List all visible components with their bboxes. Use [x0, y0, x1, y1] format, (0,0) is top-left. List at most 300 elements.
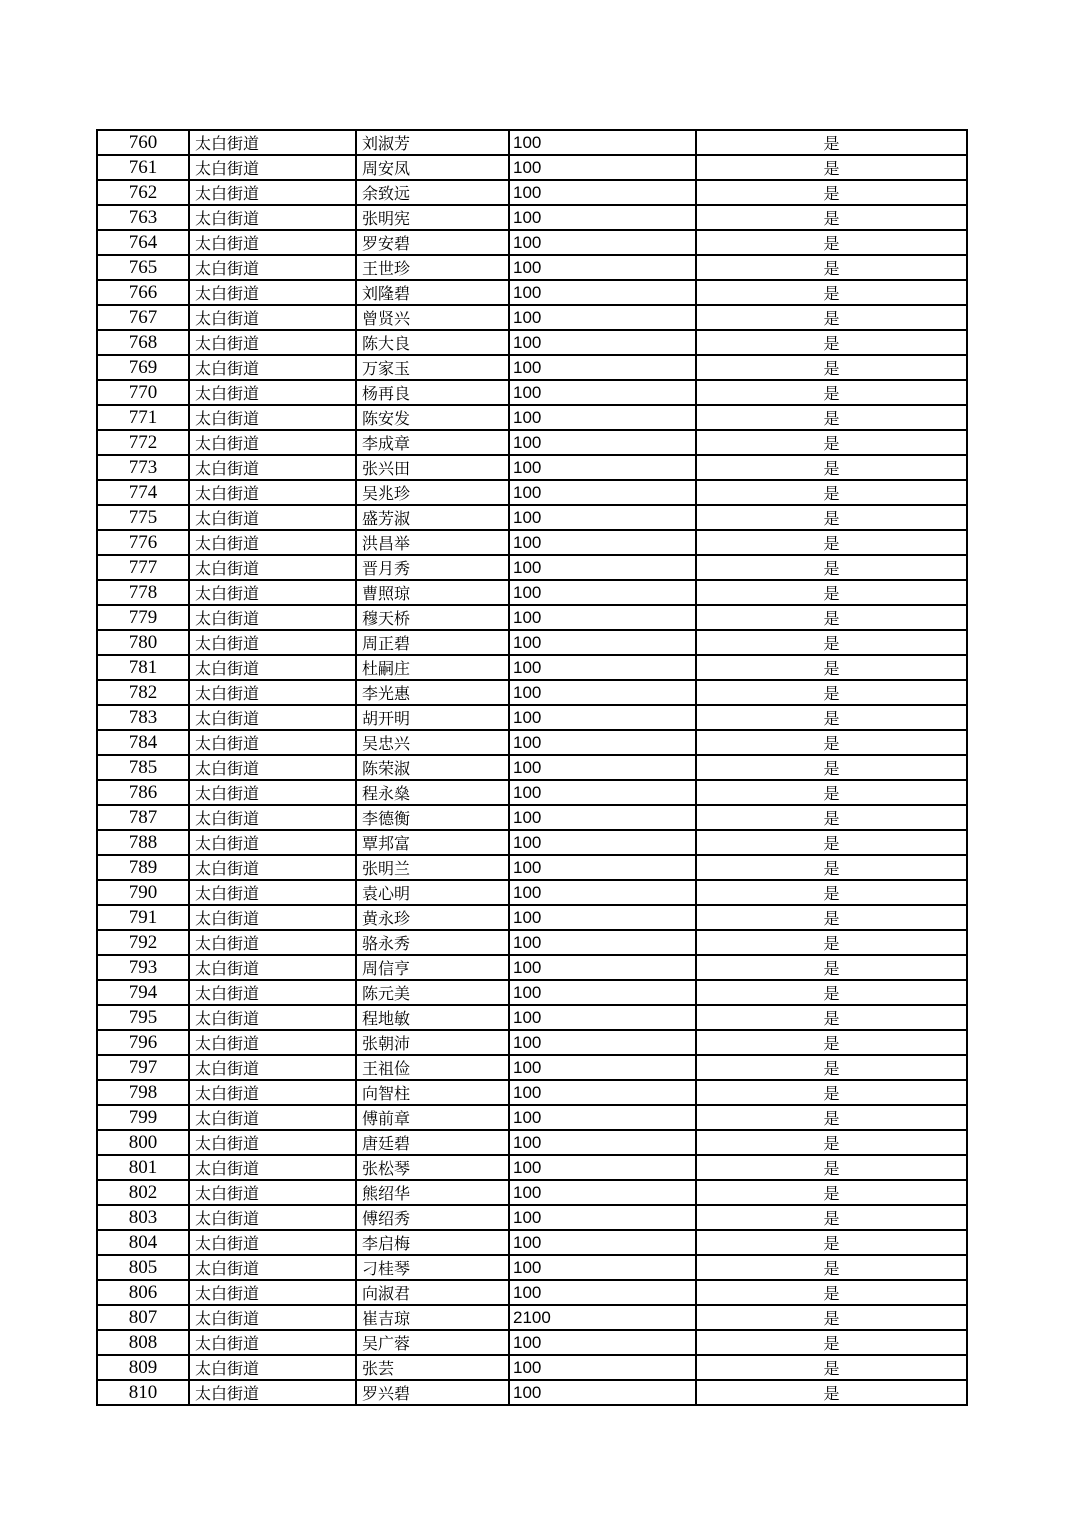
row-number-cell: 763 [97, 205, 189, 230]
row-number-cell: 780 [97, 630, 189, 655]
row-number-cell: 800 [97, 1130, 189, 1155]
row-number-cell: 809 [97, 1355, 189, 1380]
row-number-cell: 807 [97, 1305, 189, 1330]
confirmed-flag-cell: 是 [696, 380, 967, 405]
amount-cell: 100 [509, 530, 696, 555]
row-number-cell: 793 [97, 955, 189, 980]
amount-cell: 100 [509, 405, 696, 430]
confirmed-flag-cell: 是 [696, 1155, 967, 1180]
row-number-cell: 799 [97, 1105, 189, 1130]
confirmed-flag-cell: 是 [696, 130, 967, 155]
table-row [97, 1230, 967, 1255]
subdistrict-cell: 太白街道 [189, 1180, 356, 1205]
row-number-cell: 769 [97, 355, 189, 380]
amount-cell: 100 [509, 1230, 696, 1255]
confirmed-flag-cell: 是 [696, 505, 967, 530]
person-name-cell: 洪昌举 [356, 530, 509, 555]
person-name-cell: 刘淑芳 [356, 130, 509, 155]
amount-cell: 100 [509, 805, 696, 830]
confirmed-flag-cell: 是 [696, 1305, 967, 1330]
subdistrict-cell: 太白街道 [189, 130, 356, 155]
confirmed-flag-cell: 是 [696, 1180, 967, 1205]
subdistrict-cell: 太白街道 [189, 630, 356, 655]
amount-cell: 100 [509, 780, 696, 805]
amount-cell: 100 [509, 1130, 696, 1155]
table-row [97, 805, 967, 830]
person-name-cell: 罗兴碧 [356, 1380, 509, 1405]
table-row [97, 405, 967, 430]
subdistrict-cell: 太白街道 [189, 1155, 356, 1180]
table-row [97, 680, 967, 705]
confirmed-flag-cell: 是 [696, 430, 967, 455]
person-name-cell: 骆永秀 [356, 930, 509, 955]
confirmed-flag-cell: 是 [696, 1380, 967, 1405]
row-number-cell: 766 [97, 280, 189, 305]
subdistrict-cell: 太白街道 [189, 180, 356, 205]
confirmed-flag-cell: 是 [696, 655, 967, 680]
subdistrict-cell: 太白街道 [189, 1255, 356, 1280]
table-row [97, 1080, 967, 1105]
row-number-cell: 768 [97, 330, 189, 355]
amount-cell: 100 [509, 1080, 696, 1105]
person-name-cell: 李德衡 [356, 805, 509, 830]
table-row [97, 130, 967, 155]
row-number-cell: 760 [97, 130, 189, 155]
amount-cell: 100 [509, 480, 696, 505]
amount-cell: 100 [509, 430, 696, 455]
subdistrict-cell: 太白街道 [189, 705, 356, 730]
table-row [97, 1105, 967, 1130]
amount-cell: 100 [509, 1205, 696, 1230]
row-number-cell: 795 [97, 1005, 189, 1030]
amount-cell: 100 [509, 1355, 696, 1380]
person-name-cell: 刁桂琴 [356, 1255, 509, 1280]
table-row [97, 355, 967, 380]
confirmed-flag-cell: 是 [696, 830, 967, 855]
confirmed-flag-cell: 是 [696, 580, 967, 605]
confirmed-flag-cell: 是 [696, 330, 967, 355]
amount-cell: 100 [509, 855, 696, 880]
person-name-cell: 程永燊 [356, 780, 509, 805]
table-row [97, 1005, 967, 1030]
confirmed-flag-cell: 是 [696, 805, 967, 830]
subdistrict-cell: 太白街道 [189, 1305, 356, 1330]
confirmed-flag-cell: 是 [696, 1330, 967, 1355]
subdistrict-cell: 太白街道 [189, 255, 356, 280]
subdistrict-cell: 太白街道 [189, 430, 356, 455]
confirmed-flag-cell: 是 [696, 730, 967, 755]
person-name-cell: 杜嗣庄 [356, 655, 509, 680]
person-name-cell: 袁心明 [356, 880, 509, 905]
amount-cell: 100 [509, 330, 696, 355]
table-row [97, 630, 967, 655]
table-row [97, 980, 967, 1005]
amount-cell: 100 [509, 380, 696, 405]
amount-cell: 100 [509, 730, 696, 755]
amount-cell: 100 [509, 1105, 696, 1130]
person-name-cell: 张兴田 [356, 455, 509, 480]
amount-cell: 100 [509, 980, 696, 1005]
confirmed-flag-cell: 是 [696, 530, 967, 555]
confirmed-flag-cell: 是 [696, 605, 967, 630]
confirmed-flag-cell: 是 [696, 880, 967, 905]
row-number-cell: 796 [97, 1030, 189, 1055]
person-name-cell: 周信亨 [356, 955, 509, 980]
amount-cell: 100 [509, 1255, 696, 1280]
row-number-cell: 789 [97, 855, 189, 880]
confirmed-flag-cell: 是 [696, 1280, 967, 1305]
table-row [97, 1280, 967, 1305]
subdistrict-cell: 太白街道 [189, 455, 356, 480]
subdistrict-cell: 太白街道 [189, 1105, 356, 1130]
person-name-cell: 覃邦富 [356, 830, 509, 855]
confirmed-flag-cell: 是 [696, 180, 967, 205]
confirmed-flag-cell: 是 [696, 305, 967, 330]
row-number-cell: 765 [97, 255, 189, 280]
row-number-cell: 782 [97, 680, 189, 705]
subdistrict-cell: 太白街道 [189, 1355, 356, 1380]
amount-cell: 100 [509, 580, 696, 605]
row-number-cell: 791 [97, 905, 189, 930]
table-row [97, 955, 967, 980]
row-number-cell: 783 [97, 705, 189, 730]
row-number-cell: 788 [97, 830, 189, 855]
person-name-cell: 李启梅 [356, 1230, 509, 1255]
person-name-cell: 张明兰 [356, 855, 509, 880]
amount-cell: 100 [509, 680, 696, 705]
person-name-cell: 陈安发 [356, 405, 509, 430]
person-name-cell: 杨再良 [356, 380, 509, 405]
amount-cell: 100 [509, 505, 696, 530]
subdistrict-cell: 太白街道 [189, 1030, 356, 1055]
row-number-cell: 810 [97, 1380, 189, 1405]
person-name-cell: 王世珍 [356, 255, 509, 280]
table-row [97, 280, 967, 305]
subdistrict-cell: 太白街道 [189, 405, 356, 430]
row-number-cell: 767 [97, 305, 189, 330]
subdistrict-cell: 太白街道 [189, 355, 356, 380]
person-name-cell: 盛芳淑 [356, 505, 509, 530]
subdistrict-cell: 太白街道 [189, 1055, 356, 1080]
subdistrict-cell: 太白街道 [189, 530, 356, 555]
row-number-cell: 802 [97, 1180, 189, 1205]
confirmed-flag-cell: 是 [696, 1105, 967, 1130]
person-name-cell: 张芸 [356, 1355, 509, 1380]
table-row [97, 455, 967, 480]
table-row [97, 1180, 967, 1205]
row-number-cell: 786 [97, 780, 189, 805]
table-row [97, 380, 967, 405]
subdistrict-cell: 太白街道 [189, 830, 356, 855]
subdistrict-cell: 太白街道 [189, 505, 356, 530]
subdistrict-cell: 太白街道 [189, 1080, 356, 1105]
subdistrict-cell: 太白街道 [189, 1130, 356, 1155]
amount-cell: 100 [509, 630, 696, 655]
confirmed-flag-cell: 是 [696, 1205, 967, 1230]
person-name-cell: 万家玉 [356, 355, 509, 380]
amount-cell: 100 [509, 655, 696, 680]
table-row [97, 230, 967, 255]
subdistrict-cell: 太白街道 [189, 780, 356, 805]
subdistrict-cell: 太白街道 [189, 755, 356, 780]
person-name-cell: 黄永珍 [356, 905, 509, 930]
confirmed-flag-cell: 是 [696, 1030, 967, 1055]
row-number-cell: 804 [97, 1230, 189, 1255]
confirmed-flag-cell: 是 [696, 455, 967, 480]
table-row [97, 755, 967, 780]
confirmed-flag-cell: 是 [696, 1130, 967, 1155]
table-row [97, 330, 967, 355]
amount-cell: 100 [509, 1055, 696, 1080]
row-number-cell: 773 [97, 455, 189, 480]
row-number-cell: 785 [97, 755, 189, 780]
person-name-cell: 李成章 [356, 430, 509, 455]
subdistrict-cell: 太白街道 [189, 605, 356, 630]
amount-cell: 100 [509, 1280, 696, 1305]
table-row [97, 655, 967, 680]
subdistrict-cell: 太白街道 [189, 1230, 356, 1255]
confirmed-flag-cell: 是 [696, 630, 967, 655]
confirmed-flag-cell: 是 [696, 680, 967, 705]
amount-cell: 100 [509, 155, 696, 180]
subdistrict-cell: 太白街道 [189, 880, 356, 905]
confirmed-flag-cell: 是 [696, 1005, 967, 1030]
person-name-cell: 张明宪 [356, 205, 509, 230]
table-row [97, 1355, 967, 1380]
roster-table-container [96, 129, 966, 1406]
table-row [97, 1055, 967, 1080]
table-row [97, 180, 967, 205]
person-name-cell: 李光惠 [356, 680, 509, 705]
amount-cell: 100 [509, 955, 696, 980]
table-row [97, 855, 967, 880]
confirmed-flag-cell: 是 [696, 1255, 967, 1280]
table-row [97, 430, 967, 455]
table-row [97, 605, 967, 630]
amount-cell: 100 [509, 1380, 696, 1405]
confirmed-flag-cell: 是 [696, 780, 967, 805]
confirmed-flag-cell: 是 [696, 855, 967, 880]
amount-cell: 100 [509, 130, 696, 155]
amount-cell: 100 [509, 1180, 696, 1205]
amount-cell: 100 [509, 555, 696, 580]
table-row [97, 305, 967, 330]
confirmed-flag-cell: 是 [696, 255, 967, 280]
row-number-cell: 803 [97, 1205, 189, 1230]
table-row [97, 830, 967, 855]
table-row [97, 1330, 967, 1355]
amount-cell: 100 [509, 180, 696, 205]
table-row [97, 705, 967, 730]
amount-cell: 100 [509, 1005, 696, 1030]
table-row [97, 155, 967, 180]
row-number-cell: 779 [97, 605, 189, 630]
row-number-cell: 772 [97, 430, 189, 455]
row-number-cell: 790 [97, 880, 189, 905]
person-name-cell: 向智柱 [356, 1080, 509, 1105]
subdistrict-cell: 太白街道 [189, 280, 356, 305]
table-row [97, 530, 967, 555]
confirmed-flag-cell: 是 [696, 555, 967, 580]
amount-cell: 100 [509, 255, 696, 280]
row-number-cell: 787 [97, 805, 189, 830]
subdistrict-cell: 太白街道 [189, 905, 356, 930]
row-number-cell: 794 [97, 980, 189, 1005]
row-number-cell: 775 [97, 505, 189, 530]
amount-cell: 100 [509, 1155, 696, 1180]
row-number-cell: 801 [97, 1155, 189, 1180]
subdistrict-cell: 太白街道 [189, 1380, 356, 1405]
person-name-cell: 刘隆碧 [356, 280, 509, 305]
subdistrict-cell: 太白街道 [189, 805, 356, 830]
amount-cell: 100 [509, 305, 696, 330]
subdistrict-cell: 太白街道 [189, 330, 356, 355]
confirmed-flag-cell: 是 [696, 205, 967, 230]
person-name-cell: 张朝沛 [356, 1030, 509, 1055]
subdistrict-cell: 太白街道 [189, 1280, 356, 1305]
person-name-cell: 晋月秀 [356, 555, 509, 580]
person-name-cell: 程地敏 [356, 1005, 509, 1030]
person-name-cell: 吴兆珍 [356, 480, 509, 505]
row-number-cell: 808 [97, 1330, 189, 1355]
row-number-cell: 792 [97, 930, 189, 955]
person-name-cell: 罗安碧 [356, 230, 509, 255]
confirmed-flag-cell: 是 [696, 1080, 967, 1105]
confirmed-flag-cell: 是 [696, 755, 967, 780]
subdistrict-cell: 太白街道 [189, 980, 356, 1005]
confirmed-flag-cell: 是 [696, 355, 967, 380]
person-name-cell: 陈大良 [356, 330, 509, 355]
person-name-cell: 穆天桥 [356, 605, 509, 630]
confirmed-flag-cell: 是 [696, 705, 967, 730]
confirmed-flag-cell: 是 [696, 155, 967, 180]
table-row [97, 580, 967, 605]
table-row [97, 1130, 967, 1155]
row-number-cell: 798 [97, 1080, 189, 1105]
row-number-cell: 774 [97, 480, 189, 505]
subdistrict-cell: 太白街道 [189, 205, 356, 230]
amount-cell: 2100 [509, 1305, 696, 1330]
subdistrict-cell: 太白街道 [189, 480, 356, 505]
table-row [97, 1380, 967, 1405]
row-number-cell: 764 [97, 230, 189, 255]
person-name-cell: 傅绍秀 [356, 1205, 509, 1230]
row-number-cell: 784 [97, 730, 189, 755]
confirmed-flag-cell: 是 [696, 230, 967, 255]
row-number-cell: 777 [97, 555, 189, 580]
subdistrict-cell: 太白街道 [189, 555, 356, 580]
person-name-cell: 张松琴 [356, 1155, 509, 1180]
person-name-cell: 傅前章 [356, 1105, 509, 1130]
table-row [97, 1205, 967, 1230]
amount-cell: 100 [509, 1030, 696, 1055]
roster-table-body [97, 130, 967, 1405]
person-name-cell: 曹照琼 [356, 580, 509, 605]
row-number-cell: 770 [97, 380, 189, 405]
table-row [97, 930, 967, 955]
person-name-cell: 崔吉琼 [356, 1305, 509, 1330]
row-number-cell: 761 [97, 155, 189, 180]
table-row [97, 880, 967, 905]
subdistrict-cell: 太白街道 [189, 855, 356, 880]
amount-cell: 100 [509, 605, 696, 630]
amount-cell: 100 [509, 455, 696, 480]
confirmed-flag-cell: 是 [696, 930, 967, 955]
table-row [97, 480, 967, 505]
amount-cell: 100 [509, 930, 696, 955]
subdistrict-cell: 太白街道 [189, 1205, 356, 1230]
person-name-cell: 曾贤兴 [356, 305, 509, 330]
roster-table [96, 129, 968, 1406]
table-row [97, 905, 967, 930]
row-number-cell: 806 [97, 1280, 189, 1305]
confirmed-flag-cell: 是 [696, 1355, 967, 1380]
subdistrict-cell: 太白街道 [189, 230, 356, 255]
row-number-cell: 778 [97, 580, 189, 605]
person-name-cell: 吴广蓉 [356, 1330, 509, 1355]
person-name-cell: 熊绍华 [356, 1180, 509, 1205]
table-row [97, 1305, 967, 1330]
person-name-cell: 唐廷碧 [356, 1130, 509, 1155]
confirmed-flag-cell: 是 [696, 955, 967, 980]
table-row [97, 780, 967, 805]
subdistrict-cell: 太白街道 [189, 380, 356, 405]
row-number-cell: 762 [97, 180, 189, 205]
amount-cell: 100 [509, 905, 696, 930]
subdistrict-cell: 太白街道 [189, 305, 356, 330]
subdistrict-cell: 太白街道 [189, 955, 356, 980]
person-name-cell: 向淑君 [356, 1280, 509, 1305]
row-number-cell: 771 [97, 405, 189, 430]
row-number-cell: 805 [97, 1255, 189, 1280]
amount-cell: 100 [509, 705, 696, 730]
subdistrict-cell: 太白街道 [189, 655, 356, 680]
table-row [97, 505, 967, 530]
confirmed-flag-cell: 是 [696, 905, 967, 930]
subdistrict-cell: 太白街道 [189, 730, 356, 755]
person-name-cell: 陈荣淑 [356, 755, 509, 780]
person-name-cell: 吴忠兴 [356, 730, 509, 755]
confirmed-flag-cell: 是 [696, 1055, 967, 1080]
person-name-cell: 周正碧 [356, 630, 509, 655]
table-row [97, 1030, 967, 1055]
table-row [97, 205, 967, 230]
subdistrict-cell: 太白街道 [189, 930, 356, 955]
table-row [97, 1255, 967, 1280]
amount-cell: 100 [509, 230, 696, 255]
amount-cell: 100 [509, 1330, 696, 1355]
table-row [97, 555, 967, 580]
amount-cell: 100 [509, 355, 696, 380]
amount-cell: 100 [509, 280, 696, 305]
row-number-cell: 797 [97, 1055, 189, 1080]
table-row [97, 1155, 967, 1180]
confirmed-flag-cell: 是 [696, 480, 967, 505]
amount-cell: 100 [509, 830, 696, 855]
amount-cell: 100 [509, 755, 696, 780]
person-name-cell: 王祖俭 [356, 1055, 509, 1080]
subdistrict-cell: 太白街道 [189, 155, 356, 180]
person-name-cell: 胡开明 [356, 705, 509, 730]
person-name-cell: 余致远 [356, 180, 509, 205]
confirmed-flag-cell: 是 [696, 1230, 967, 1255]
subdistrict-cell: 太白街道 [189, 1005, 356, 1030]
subdistrict-cell: 太白街道 [189, 680, 356, 705]
subdistrict-cell: 太白街道 [189, 580, 356, 605]
subdistrict-cell: 太白街道 [189, 1330, 356, 1355]
row-number-cell: 781 [97, 655, 189, 680]
amount-cell: 100 [509, 205, 696, 230]
